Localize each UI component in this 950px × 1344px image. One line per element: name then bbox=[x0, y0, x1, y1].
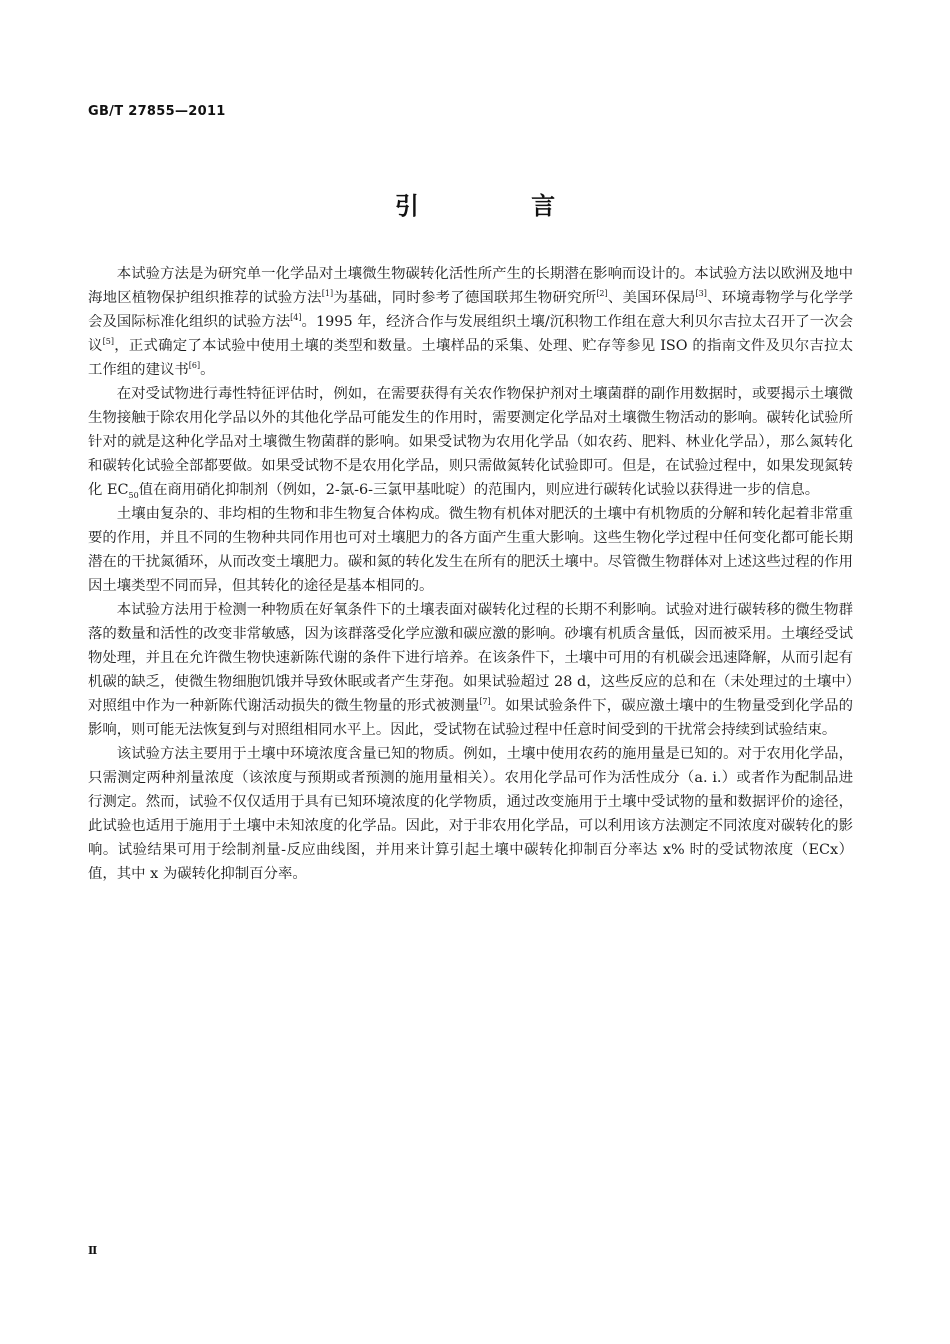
paragraph-1 bbox=[88, 262, 853, 382]
text-segment: 、环境毒物学与化学学会及国际标准化组织的试验方法 bbox=[88, 290, 853, 330]
reference-marker[interactable]: [7] bbox=[479, 697, 491, 706]
text-segment: 该试验方法主要用于土壤中环境浓度含量已知的物质。例如，土壤中使用农药的施用量是已知的。对于农用化学品，只需测定两种剂量浓度（该浓度与预期或者预测的施用量相关）。农用化学品可作为活性成分（a. i.）或者作为配制品进行测定。然而，试验不仅仅适用于具有已知环境浓度的化学物质，通过改变施用于土壤中受试物的量和数据评价的途径，此试验也适用于施用于土壤中未知浓度的化学品。因此，对于非农用化学品，可以利用该方法测定不同浓度对碳转化的影响。试验结果可用于绘制剂量-反应曲线图，并用来计算引起土壤中碳转化抑制百分率达 x% 时的受试物浓度（ECx）值，其中 x 为碳转化抑制百分率。 bbox=[88, 746, 853, 882]
text-segment: 为基础，同时参考了德国联邦生物研究所 bbox=[333, 290, 597, 306]
reference-marker[interactable]: [2] bbox=[596, 289, 608, 298]
text-segment: ，正式确定了本试验中使用土壤的类型和数量。土壤样品的采集、处理、贮存等参见 ISO 的指南文件及贝尔吉拉太工作组的建议书 bbox=[88, 338, 853, 378]
text-segment: 本试验方法用于检测一种物质在好氧条件下的土壤表面对碳转化过程的长期不利影响。试验对进行碳转移的微生物群落的数量和活性的改变非常敏感，因为该群落受化学应激和碳应激的影响。砂壤有机质含量低，因而被采用。土壤经受试物处理，并且在允许微生物快速新陈代谢的条件下进行培养。在该条件下，土壤中可用的有机碳会迅速降解，从而引起有机碳的缺乏，使微生物细胞饥饿并导致休眠或者产生芽孢。如果试验超过 28 d，这些反应的总和在（未处理过的土壤中）对照组中作为一种新陈代谢活动损失的微生物量的形式被测量 bbox=[88, 602, 853, 714]
reference-marker[interactable]: [3] bbox=[695, 289, 707, 298]
text-segment: 在对受试物进行毒性特征评估时，例如，在需要获得有关农作物保护剂对土壤菌群的副作用数据时，或要揭示土壤微生物接触于除农用化学品以外的其他化学品可能发生的作用时，需要测定化学品对土壤微生物活动的影响。碳转化试验所针对的就是这种化学品对土壤微生物菌群的影响。如果受试物为农用化学品（如农药、肥料、林业化学品），那么氮转化和碳转化试验全部都要做。如果受试物不是农用化学品，则只需做氮转化试验即可。但是，在试验过程中，如果发现氮转化 EC bbox=[88, 386, 853, 498]
page-number: Ⅱ bbox=[88, 1244, 98, 1257]
reference-marker[interactable]: [5] bbox=[102, 337, 114, 346]
page-title: 引 言 bbox=[394, 192, 608, 220]
paragraph-2 bbox=[88, 382, 853, 502]
text-segment: 本试验方法是为研究单一化学品对土壤微生物碳转化活性所产生的长期潜在影响而设计的。本试验方法以欧洲及地中海地区植物保护组织推荐的试验方法 bbox=[88, 266, 853, 306]
introduction-body bbox=[88, 262, 853, 886]
text-segment: 值在商用硝化抑制剂（例如，2-氯-6-三氯甲基吡啶）的范围内，则应进行碳转化试验以获得进一步的信息。 bbox=[138, 482, 820, 498]
reference-marker[interactable]: [1] bbox=[321, 289, 334, 298]
paragraph-3 bbox=[88, 502, 853, 598]
text-segment: 。1995 年，经济合作与发展组织土壤/沉积物工作组在意大利贝尔吉拉太召开了一次会议 bbox=[88, 314, 853, 354]
text-segment: 。如果试验条件下，碳应激土壤中的生物量受到化学品的影响，则可能无法恢复到与对照组相同水平上。因此，受试物在试验过程中任意时间受到的干扰常会持续到试验结束。 bbox=[88, 698, 853, 738]
paragraph-4 bbox=[88, 598, 853, 742]
text-segment: 。 bbox=[200, 362, 215, 378]
reference-marker[interactable]: [4] bbox=[290, 313, 302, 322]
reference-marker[interactable]: [6] bbox=[188, 361, 201, 370]
text-segment: 土壤由复杂的、非均相的生物和非生物复合体构成。微生物有机体对肥沃的土壤中有机物质的分解和转化起着非常重要的作用，并且不同的生物种共同作用也可对土壤肥力的各方面产生重大影响。这些生物化学过程中任何变化都可能长期潜在的干扰氮循环，从而改变土壤肥力。碳和氮的转化发生在所有的肥沃土壤中。尽管微生物群体对上述这些过程的作用因土壤类型不同而异，但其转化的途径是基本相同的。 bbox=[88, 506, 853, 594]
standard-code: GB/T 27855—2011 bbox=[88, 104, 226, 119]
paragraph-5 bbox=[88, 742, 853, 886]
text-segment: 、美国环保局 bbox=[607, 290, 696, 306]
ec50-subscript: 50 bbox=[128, 490, 139, 500]
